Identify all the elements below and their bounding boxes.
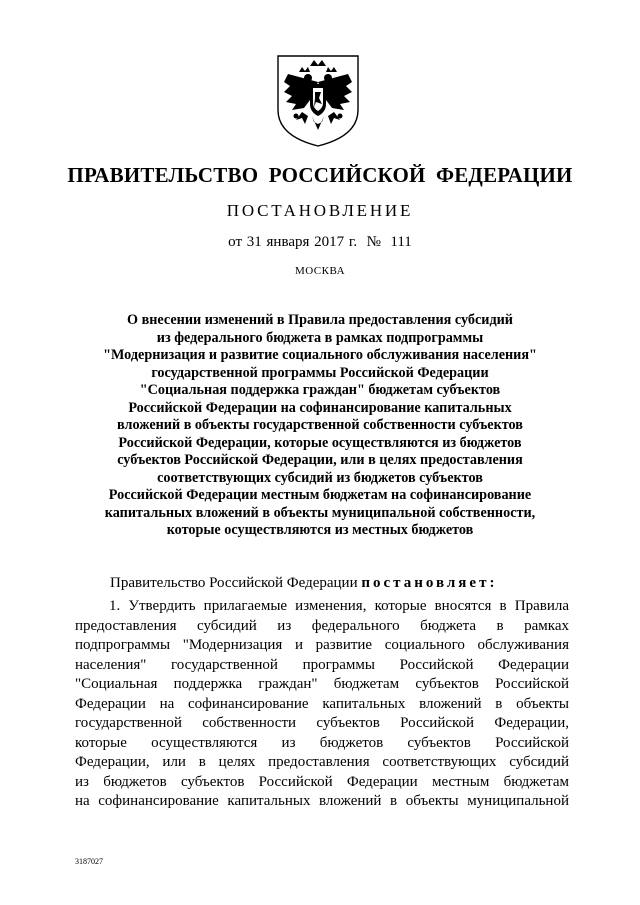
body-line: предоставления субсидий из федерального бюджета в рамках — [75, 617, 569, 634]
subject-line: вложений в объекты государственной собственности субъектов — [117, 417, 523, 433]
preamble — [110, 575, 497, 592]
document-date-number: от 31 января 2017 г. № 111 — [228, 234, 412, 250]
body-line: населения" государственной программы Российской Федерации — [75, 656, 569, 673]
document-city: МОСКВА — [294, 265, 346, 277]
document-type: ПОСТАНОВЛЕНИЕ — [226, 201, 414, 220]
body-text — [75, 597, 569, 812]
body-line: 1. Утвердить прилагаемые изменения, которые вносятся в Правила — [109, 598, 569, 614]
preamble-emphasis: постановляет: — [361, 575, 498, 591]
subject-line: "Модернизация и развитие социального обслуживания населения" — [103, 347, 537, 363]
body-line: "Социальная поддержка граждан" бюджетам субъектов Российской — [75, 676, 569, 692]
coat-of-arms-icon — [272, 52, 364, 148]
subject-line: капитальных вложений в объекты муниципальной собственности, — [104, 504, 536, 521]
subject-line: О внесении изменений в Правила предоставления субсидий — [127, 312, 513, 328]
body-line: Федерации, или в целях предоставления соответствующих субсидий — [75, 754, 569, 770]
government-title: ПРАВИТЕЛЬСТВО РОССИЙСКОЙ ФЕДЕРАЦИИ — [67, 163, 573, 187]
subject-line: которые осуществляются из местных бюджетов — [166, 522, 474, 538]
preamble-text: Правительство Российской Федерации — [110, 575, 362, 591]
body-line: подпрограммы "Модернизация и развитие социального обслуживания — [75, 637, 569, 653]
subject-line: Российской Федерации на софинансирование капитальных — [128, 399, 512, 416]
subject-line: Российской Федерации местным бюджетам на софинансирование — [108, 487, 532, 503]
subject-line: государственной программы Российской Федерации — [151, 364, 489, 381]
body-line: Федерации на софинансирование капитальных вложений в объекты — [75, 695, 569, 712]
document-subject — [70, 312, 570, 540]
body-line: государственной собственности субъектов Российской Федерации, — [75, 715, 569, 731]
body-line: которые осуществляются из бюджетов субъектов Российской — [75, 734, 569, 751]
subject-line: из федерального бюджета в рамках подпрограммы — [156, 329, 484, 346]
subject-line: субъектов Российской Федерации, или в целях предоставления — [117, 452, 523, 468]
footer-code: 3187027 — [75, 857, 103, 866]
body-line: на софинансирование капитальных вложений в объекты муниципальной — [75, 793, 569, 809]
body-line: из бюджетов субъектов Российской Федерации местным бюджетам — [75, 773, 569, 790]
subject-line: "Социальная поддержка граждан" бюджетам субъектов — [139, 382, 501, 398]
subject-line: соответствующих субсидий из бюджетов субъектов — [157, 469, 483, 486]
subject-line: Российской Федерации, которые осуществляются из бюджетов — [118, 434, 522, 451]
